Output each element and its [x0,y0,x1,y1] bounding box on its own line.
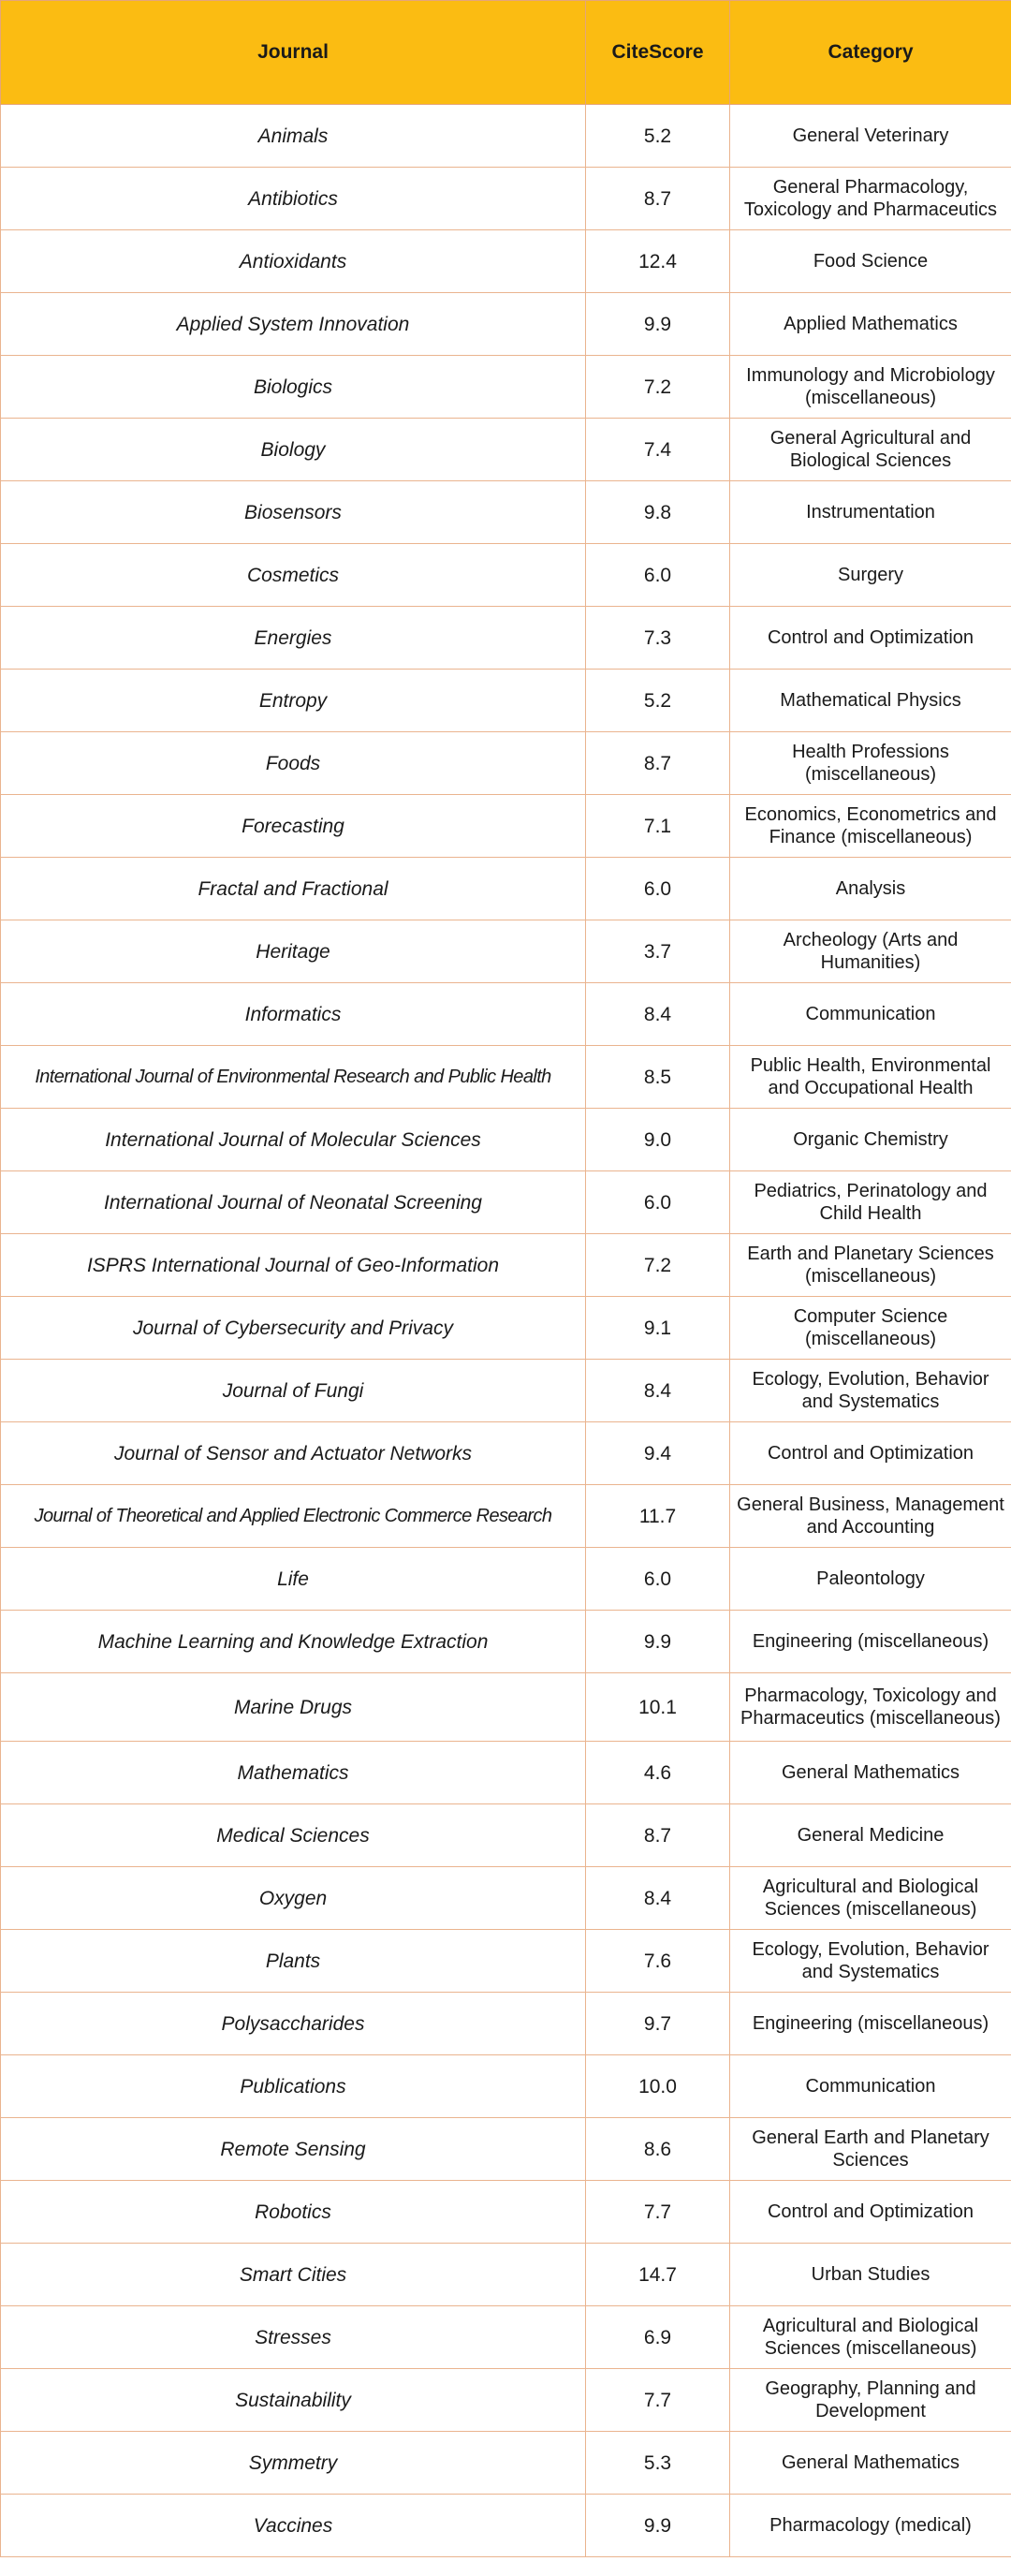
journal-cell: Vaccines [1,2495,586,2557]
citescore-cell: 7.2 [586,356,730,419]
category-cell: General Mathematics [730,1742,1011,1804]
citescore-cell: 5.2 [586,105,730,168]
category-cell: Urban Studies [730,2244,1011,2306]
table-row [1,732,1011,795]
category-cell: Health Professions (miscellaneous) [730,732,1011,795]
category-cell: Immunology and Microbiology (miscellaneous) [730,356,1011,419]
citescore-cell: 9.9 [586,1611,730,1673]
table-row [1,2244,1011,2306]
journal-cell: Sustainability [1,2369,586,2432]
category-cell: Earth and Planetary Sciences (miscellaneous) [730,1234,1011,1297]
column-header-category: Category [730,1,1011,105]
citescore-cell: 7.4 [586,419,730,481]
citescore-cell: 9.9 [586,293,730,356]
citescore-cell: 9.1 [586,1297,730,1360]
journal-cell: Stresses [1,2306,586,2369]
journal-cell: Informatics [1,983,586,1046]
column-header-journal: Journal [1,1,586,105]
citescore-cell: 9.4 [586,1422,730,1485]
journal-cell: Journal of Cybersecurity and Privacy [1,1297,586,1360]
table-row [1,1171,1011,1234]
citescore-cell: 9.9 [586,2495,730,2557]
citescore-cell: 7.6 [586,1930,730,1993]
table-row [1,230,1011,293]
journal-cell: Energies [1,607,586,670]
category-cell: Engineering (miscellaneous) [730,1611,1011,1673]
journal-cell: Remote Sensing [1,2118,586,2181]
journal-cell: International Journal of Molecular Sciences [1,1109,586,1171]
category-cell: Economics, Econometrics and Finance (miscellaneous) [730,795,1011,858]
table-row [1,2369,1011,2432]
table-row [1,168,1011,230]
category-cell: Control and Optimization [730,2181,1011,2244]
table-row [1,1234,1011,1297]
category-cell: Communication [730,983,1011,1046]
category-cell: Organic Chemistry [730,1109,1011,1171]
table-row [1,481,1011,544]
journal-cell: Fractal and Fractional [1,858,586,920]
journal-cell: Foods [1,732,586,795]
table-row [1,293,1011,356]
citescore-cell: 7.2 [586,1234,730,1297]
journal-cell: Journal of Fungi [1,1360,586,1422]
citescore-cell: 8.5 [586,1046,730,1109]
citescore-cell: 14.7 [586,2244,730,2306]
column-header-citescore: CiteScore [586,1,730,105]
table-row [1,2306,1011,2369]
journal-cell: Polysaccharides [1,1993,586,2055]
citescore-cell: 7.7 [586,2181,730,2244]
journal-cell: Journal of Sensor and Actuator Networks [1,1422,586,1485]
citescore-cell: 6.0 [586,858,730,920]
category-cell: Public Health, Environmental and Occupational Health [730,1046,1011,1109]
citescore-cell: 6.0 [586,1171,730,1234]
category-cell: General Mathematics [730,2432,1011,2495]
category-cell: Communication [730,2055,1011,2118]
table-row [1,2495,1011,2557]
journal-cell: Antibiotics [1,168,586,230]
journal-cell: Heritage [1,920,586,983]
table-row [1,1485,1011,1548]
journal-cell: Biology [1,419,586,481]
table-row [1,1867,1011,1930]
category-cell: General Pharmacology, Toxicology and Pharmaceutics [730,168,1011,230]
table-row [1,795,1011,858]
journal-cell: Medical Sciences [1,1804,586,1867]
table-row [1,1422,1011,1485]
category-cell: Ecology, Evolution, Behavior and Systematics [730,1930,1011,1993]
category-cell: Surgery [730,544,1011,607]
table-row [1,858,1011,920]
citescore-cell: 10.0 [586,2055,730,2118]
table-row [1,920,1011,983]
journal-cell: Oxygen [1,1867,586,1930]
table-row [1,1548,1011,1611]
citescore-cell: 12.4 [586,230,730,293]
table-row [1,2055,1011,2118]
category-cell: General Agricultural and Biological Sciences [730,419,1011,481]
table-row [1,1993,1011,2055]
journal-cell: Journal of Theoretical and Applied Electronic Commerce Research [1,1485,586,1548]
table-row [1,1297,1011,1360]
table-body [1,105,1011,2557]
citescore-cell: 7.7 [586,2369,730,2432]
citescore-cell: 8.4 [586,1867,730,1930]
table-row [1,1360,1011,1422]
journal-cell: Life [1,1548,586,1611]
category-cell: Geography, Planning and Development [730,2369,1011,2432]
citescore-cell: 4.6 [586,1742,730,1804]
table-row [1,1742,1011,1804]
citescore-cell: 8.4 [586,1360,730,1422]
citescore-cell: 8.7 [586,732,730,795]
category-cell: General Business, Management and Accounting [730,1485,1011,1548]
journal-cell: International Journal of Environmental Research and Public Health [1,1046,586,1109]
table-row [1,2432,1011,2495]
citescore-cell: 7.1 [586,795,730,858]
journal-cell: Symmetry [1,2432,586,2495]
journal-cell: Biosensors [1,481,586,544]
citescore-cell: 3.7 [586,920,730,983]
journal-cell: Antioxidants [1,230,586,293]
journal-cell: Smart Cities [1,2244,586,2306]
table-row [1,607,1011,670]
category-cell: Engineering (miscellaneous) [730,1993,1011,2055]
category-cell: Computer Science (miscellaneous) [730,1297,1011,1360]
citescore-cell: 6.0 [586,1548,730,1611]
citescore-cell: 9.7 [586,1993,730,2055]
table-row [1,544,1011,607]
citescore-cell: 10.1 [586,1673,730,1742]
category-cell: Archeology (Arts and Humanities) [730,920,1011,983]
citescore-cell: 9.0 [586,1109,730,1171]
journal-cell: Robotics [1,2181,586,2244]
table-header [1,1,1011,105]
table-row [1,1930,1011,1993]
category-cell: General Earth and Planetary Sciences [730,2118,1011,2181]
table-row [1,1046,1011,1109]
category-cell: Pharmacology (medical) [730,2495,1011,2557]
journal-cell: Machine Learning and Knowledge Extraction [1,1611,586,1673]
citescore-cell: 7.3 [586,607,730,670]
journal-cell: International Journal of Neonatal Screening [1,1171,586,1234]
citescore-cell: 8.7 [586,1804,730,1867]
category-cell: Agricultural and Biological Sciences (miscellaneous) [730,1867,1011,1930]
category-cell: Control and Optimization [730,607,1011,670]
category-cell: Ecology, Evolution, Behavior and Systematics [730,1360,1011,1422]
category-cell: Control and Optimization [730,1422,1011,1485]
citescore-cell: 11.7 [586,1485,730,1548]
table-row [1,105,1011,168]
category-cell: Mathematical Physics [730,670,1011,732]
journal-cell: Marine Drugs [1,1673,586,1742]
category-cell: Analysis [730,858,1011,920]
citescore-cell: 5.3 [586,2432,730,2495]
journal-cell: Forecasting [1,795,586,858]
category-cell: Applied Mathematics [730,293,1011,356]
journal-cell: Publications [1,2055,586,2118]
table-row [1,356,1011,419]
table-row [1,1611,1011,1673]
table-row [1,1673,1011,1742]
citescore-cell: 9.8 [586,481,730,544]
journal-cell: Mathematics [1,1742,586,1804]
citescore-cell: 5.2 [586,670,730,732]
category-cell: Pediatrics, Perinatology and Child Health [730,1171,1011,1234]
table-row [1,419,1011,481]
category-cell: General Medicine [730,1804,1011,1867]
table-row [1,1804,1011,1867]
journal-cell: Biologics [1,356,586,419]
journal-cell: Plants [1,1930,586,1993]
table-row [1,670,1011,732]
citescore-cell: 6.0 [586,544,730,607]
table-row [1,983,1011,1046]
citescore-cell: 8.7 [586,168,730,230]
citescore-cell: 8.6 [586,2118,730,2181]
category-cell: Instrumentation [730,481,1011,544]
journal-cell: Entropy [1,670,586,732]
table-row [1,1109,1011,1171]
journal-cell: Applied System Innovation [1,293,586,356]
category-cell: Agricultural and Biological Sciences (miscellaneous) [730,2306,1011,2369]
journal-cell: ISPRS International Journal of Geo-Information [1,1234,586,1297]
journal-cell: Animals [1,105,586,168]
category-cell: General Veterinary [730,105,1011,168]
category-cell: Pharmacology, Toxicology and Pharmaceutics (miscellaneous) [730,1673,1011,1742]
journal-cell: Cosmetics [1,544,586,607]
citescore-cell: 6.9 [586,2306,730,2369]
header-row [1,1,1011,105]
category-cell: Paleontology [730,1548,1011,1611]
table-row [1,2118,1011,2181]
table-row [1,2181,1011,2244]
citescore-cell: 8.4 [586,983,730,1046]
category-cell: Food Science [730,230,1011,293]
